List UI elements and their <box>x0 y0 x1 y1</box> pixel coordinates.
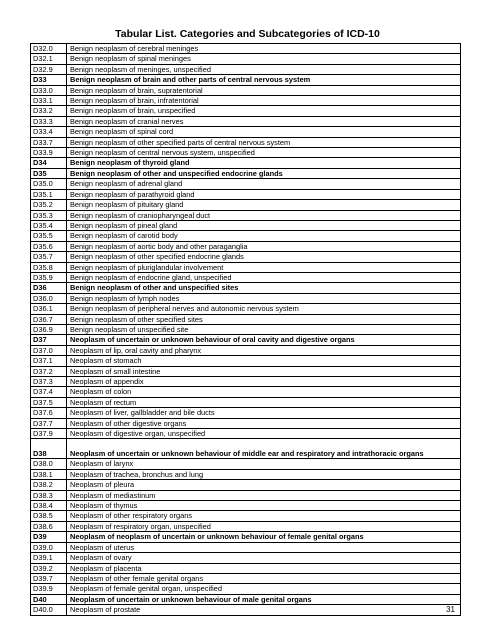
subcategory-row <box>31 387 461 397</box>
subcategory-row <box>31 304 461 314</box>
icd-description: Neoplasm of colon <box>67 387 461 397</box>
page-title: Tabular List. Categories and Subcategories of ICD-10 <box>115 28 380 40</box>
subcategory-row <box>31 542 461 552</box>
icd-code: D38.0 <box>31 459 67 469</box>
icd-description: Benign neoplasm of other specified endocrine glands <box>67 252 461 262</box>
icd-code: D35.2 <box>31 200 67 210</box>
icd-description: Neoplasm of thymus <box>67 501 461 511</box>
icd-description: Neoplasm of larynx <box>67 459 461 469</box>
icd-description: Benign neoplasm of brain, infratentorial <box>67 96 461 106</box>
icd-description: Benign neoplasm of meninges, unspecified <box>67 64 461 74</box>
subcategory-row <box>31 272 461 282</box>
icd-description: Neoplasm of other female genital organs <box>67 573 461 583</box>
icd-code: D32.9 <box>31 64 67 74</box>
subcategory-row <box>31 220 461 230</box>
icd-code: D35 <box>31 168 67 178</box>
category-row <box>31 283 461 293</box>
icd-code: D35.9 <box>31 272 67 282</box>
category-row <box>31 75 461 85</box>
icd-code: D32.1 <box>31 54 67 64</box>
icd-description: Neoplasm of uterus <box>67 542 461 552</box>
subcategory-row <box>31 179 461 189</box>
icd-code: D33.9 <box>31 148 67 158</box>
icd-description: Benign neoplasm of pituitary gland <box>67 200 461 210</box>
subcategory-row <box>31 116 461 126</box>
subcategory-row <box>31 501 461 511</box>
subcategory-row <box>31 54 461 64</box>
icd-code: D36.9 <box>31 324 67 334</box>
subcategory-row <box>31 418 461 428</box>
subcategory-row <box>31 511 461 521</box>
icd-description: Neoplasm of lip, oral cavity and pharynx <box>67 345 461 355</box>
subcategory-row <box>31 127 461 137</box>
icd-code: D36.7 <box>31 314 67 324</box>
icd-code: D40 <box>31 594 67 604</box>
subcategory-row <box>31 324 461 334</box>
subcategory-row <box>31 262 461 272</box>
category-row <box>31 335 461 345</box>
icd-code: D33.3 <box>31 116 67 126</box>
icd-code: D33.7 <box>31 137 67 147</box>
subcategory-row <box>31 469 461 479</box>
icd-code: D38.1 <box>31 469 67 479</box>
icd-code: D33.4 <box>31 127 67 137</box>
subcategory-row <box>31 459 461 469</box>
icd-code: D39 <box>31 532 67 542</box>
category-row <box>31 168 461 178</box>
subcategory-row <box>31 200 461 210</box>
icd-description: Benign neoplasm of brain and other parts of central nervous system <box>67 75 461 85</box>
icd-code: D35.8 <box>31 262 67 272</box>
icd-description: Neoplasm of uncertain or unknown behaviour of male genital organs <box>67 594 461 604</box>
subcategory-row <box>31 96 461 106</box>
icd-code: D38.2 <box>31 480 67 490</box>
icd-code: D37.1 <box>31 356 67 366</box>
subcategory-row <box>31 605 461 615</box>
icd-description: Neoplasm of trachea, bronchus and lung <box>67 469 461 479</box>
subcategory-row <box>31 397 461 407</box>
subcategory-row <box>31 563 461 573</box>
icd-code: D37 <box>31 335 67 345</box>
icd-description: Benign neoplasm of craniopharyngeal duct <box>67 210 461 220</box>
icd-description: Benign neoplasm of aortic body and other paraganglia <box>67 241 461 251</box>
category-row <box>31 594 461 604</box>
icd-description: Neoplasm of other digestive organs <box>67 418 461 428</box>
icd-description: Benign neoplasm of cerebral meninges <box>67 44 461 54</box>
icd-description: Benign neoplasm of brain, unspecified <box>67 106 461 116</box>
icd-description: Benign neoplasm of endocrine gland, unspecified <box>67 272 461 282</box>
icd-code: D38.5 <box>31 511 67 521</box>
icd-code: D32.0 <box>31 44 67 54</box>
icd-description: Benign neoplasm of thyroid gland <box>67 158 461 168</box>
icd-table-body <box>31 44 461 616</box>
icd-code: D37.3 <box>31 377 67 387</box>
icd-description: Benign neoplasm of central nervous system, unspecified <box>67 148 461 158</box>
icd-code: D37.2 <box>31 366 67 376</box>
icd-code: D36.1 <box>31 304 67 314</box>
icd-code: D38.4 <box>31 501 67 511</box>
icd-description: Benign neoplasm of lymph nodes <box>67 293 461 303</box>
icd-description: Neoplasm of mediastinum <box>67 490 461 500</box>
icd-description: Neoplasm of digestive organ, unspecified <box>67 429 461 439</box>
subcategory-row <box>31 429 461 439</box>
icd-code: D39.0 <box>31 542 67 552</box>
icd-code: D35.5 <box>31 231 67 241</box>
icd-code: D38.6 <box>31 521 67 531</box>
icd-description: Benign neoplasm of other specified sites <box>67 314 461 324</box>
icd-code: D35.7 <box>31 252 67 262</box>
subcategory-row <box>31 521 461 531</box>
icd-description: Neoplasm of uncertain or unknown behaviour of oral cavity and digestive organs <box>67 335 461 345</box>
icd-description: Neoplasm of small intestine <box>67 366 461 376</box>
icd-description: Neoplasm of ovary <box>67 553 461 563</box>
icd-description: Benign neoplasm of peripheral nerves and autonomic nervous system <box>67 304 461 314</box>
icd-description: Neoplasm of prostate <box>67 605 461 615</box>
icd-description: Neoplasm of neoplasm of uncertain or unknown behaviour of female genital organs <box>67 532 461 542</box>
icd-code: D33 <box>31 75 67 85</box>
icd-description: Neoplasm of female genital organ, unspecified <box>67 584 461 594</box>
icd-code: D40.0 <box>31 605 67 615</box>
subcategory-row <box>31 377 461 387</box>
icd-description: Benign neoplasm of spinal cord <box>67 127 461 137</box>
category-row <box>31 439 461 459</box>
icd-description: Neoplasm of rectum <box>67 397 461 407</box>
subcategory-row <box>31 366 461 376</box>
icd-code: D35.1 <box>31 189 67 199</box>
subcategory-row <box>31 44 461 54</box>
icd-description: Benign neoplasm of parathyroid gland <box>67 189 461 199</box>
icd-code: D34 <box>31 158 67 168</box>
subcategory-row <box>31 408 461 418</box>
subcategory-row <box>31 314 461 324</box>
icd-code: D37.6 <box>31 408 67 418</box>
icd-description: Benign neoplasm of spinal meninges <box>67 54 461 64</box>
icd-description: Neoplasm of other respiratory organs <box>67 511 461 521</box>
icd-description: Benign neoplasm of other specified parts of central nervous system <box>67 137 461 147</box>
icd-code: D37.5 <box>31 397 67 407</box>
icd-description: Benign neoplasm of pineal gland <box>67 220 461 230</box>
subcategory-row <box>31 189 461 199</box>
subcategory-row <box>31 293 461 303</box>
icd-code: D35.6 <box>31 241 67 251</box>
icd-code: D33.2 <box>31 106 67 116</box>
icd-description: Neoplasm of respiratory organ, unspecified <box>67 521 461 531</box>
icd-description: Benign neoplasm of adrenal gland <box>67 179 461 189</box>
icd-description: Neoplasm of pleura <box>67 480 461 490</box>
subcategory-row <box>31 573 461 583</box>
icd-code: D39.7 <box>31 573 67 583</box>
icd-code: D37.9 <box>31 429 67 439</box>
subcategory-row <box>31 356 461 366</box>
subcategory-row <box>31 241 461 251</box>
icd-description: Neoplasm of stomach <box>67 356 461 366</box>
icd-description: Benign neoplasm of carotid body <box>67 231 461 241</box>
subcategory-row <box>31 148 461 158</box>
subcategory-row <box>31 231 461 241</box>
icd-description: Neoplasm of liver, gallbladder and bile ducts <box>67 408 461 418</box>
icd-code: D36 <box>31 283 67 293</box>
subcategory-row <box>31 210 461 220</box>
icd-description: Neoplasm of uncertain or unknown behaviour of middle ear and respiratory and intrathoracic organs <box>67 439 461 459</box>
icd-description: Benign neoplasm of brain, supratentorial <box>67 85 461 95</box>
icd-code: D37.0 <box>31 345 67 355</box>
icd-description: Benign neoplasm of pluriglandular involvement <box>67 262 461 272</box>
category-row <box>31 158 461 168</box>
icd-code: D37.7 <box>31 418 67 428</box>
icd-description: Neoplasm of placenta <box>67 563 461 573</box>
subcategory-row <box>31 106 461 116</box>
subcategory-row <box>31 480 461 490</box>
icd-description: Benign neoplasm of unspecified site <box>67 324 461 334</box>
icd-code: D35.4 <box>31 220 67 230</box>
icd-code: D38.3 <box>31 490 67 500</box>
icd-description: Benign neoplasm of cranial nerves <box>67 116 461 126</box>
subcategory-row <box>31 252 461 262</box>
icd-description: Benign neoplasm of other and unspecified sites <box>67 283 461 293</box>
icd-code: D39.9 <box>31 584 67 594</box>
subcategory-row <box>31 345 461 355</box>
icd-code: D35.0 <box>31 179 67 189</box>
subcategory-row <box>31 64 461 74</box>
icd-code: D35.3 <box>31 210 67 220</box>
subcategory-row <box>31 490 461 500</box>
icd-code: D39.1 <box>31 553 67 563</box>
icd-code: D36.0 <box>31 293 67 303</box>
icd-code: D33.1 <box>31 96 67 106</box>
icd-code: D39.2 <box>31 563 67 573</box>
subcategory-row <box>31 85 461 95</box>
icd-description: Benign neoplasm of other and unspecified endocrine glands <box>67 168 461 178</box>
subcategory-row <box>31 137 461 147</box>
category-row <box>31 532 461 542</box>
icd-code: D37.4 <box>31 387 67 397</box>
subcategory-row <box>31 553 461 563</box>
icd-description: Neoplasm of appendix <box>67 377 461 387</box>
subcategory-row <box>31 584 461 594</box>
icd-code: D38 <box>31 439 67 459</box>
icd-code: D33.0 <box>31 85 67 95</box>
page-number: 31 <box>446 605 455 614</box>
icd-table <box>30 43 461 616</box>
